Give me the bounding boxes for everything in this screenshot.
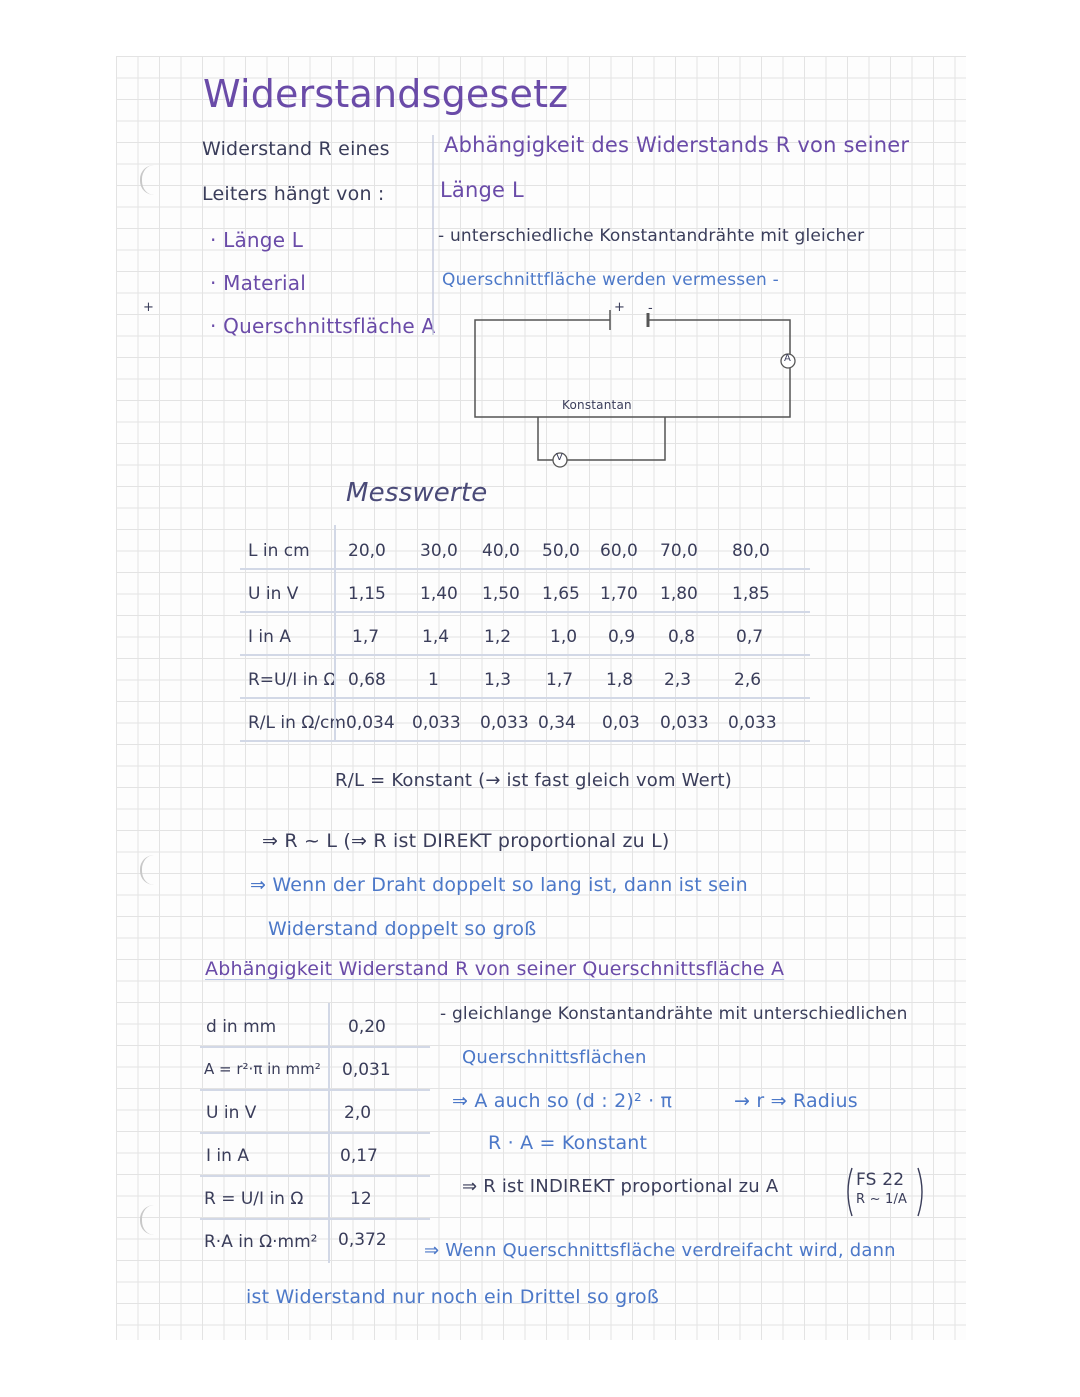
- table-row: [200, 1046, 430, 1091]
- plus-terminal: +: [614, 300, 626, 315]
- cell: 2,6: [734, 670, 762, 690]
- top-margin: [0, 0, 1080, 56]
- cell: 0,8: [668, 627, 696, 647]
- cell: 0,20: [348, 1017, 386, 1037]
- intro-line-2: Leiters hängt von :: [202, 183, 385, 205]
- row-label: R/L in Ω/cm: [248, 713, 346, 733]
- cell: 40,0: [482, 541, 520, 561]
- table-row: [240, 654, 810, 699]
- cell: 0,034: [346, 713, 395, 733]
- table-row: [240, 697, 810, 742]
- cell: 0,033: [412, 713, 461, 733]
- row-label: R=U/I in Ω: [248, 670, 337, 690]
- cell: 30,0: [420, 541, 458, 561]
- cell: 0,372: [338, 1230, 387, 1250]
- row-label: U in V: [248, 584, 299, 604]
- cell: 0,033: [480, 713, 529, 733]
- cell: 1,3: [484, 670, 512, 690]
- conclusion-draht: ⇒ Wenn der Draht doppelt so lang ist, dann ist sein: [250, 874, 748, 896]
- page-title: Widerstandsgesetz: [203, 72, 569, 116]
- cell: 1,7: [352, 627, 380, 647]
- section-divider: [432, 135, 436, 335]
- bullet-text: Länge L: [223, 228, 304, 252]
- bottom-margin: [0, 1340, 1080, 1397]
- flaeche-desc-2: Querschnittsflächen: [462, 1047, 647, 1068]
- row-label: L in cm: [248, 541, 310, 561]
- cell: 0,68: [348, 670, 386, 690]
- cell: 70,0: [660, 541, 698, 561]
- cell: 12: [350, 1189, 372, 1209]
- table-row: [240, 525, 810, 570]
- table-row: [240, 611, 810, 656]
- cell: 0,9: [608, 627, 636, 647]
- cell: 1,85: [732, 584, 770, 604]
- laenge-heading-1: Abhängigkeit des Widerstands R von seiner: [444, 133, 910, 157]
- conclusion-proportional: ⇒ R ~ L (⇒ R ist DIREKT proportional zu L): [262, 830, 670, 852]
- left-margin: [0, 0, 116, 1397]
- plus-label: +: [143, 300, 155, 315]
- flaeche-heading: Abhängigkeit Widerstand R von seiner Querschnittsfläche A: [205, 958, 785, 980]
- bullet-material: · Material: [210, 271, 306, 295]
- conclusion-konstant: R/L = Konstant (→ ist fast gleich vom Wert): [335, 770, 732, 791]
- cell: 0,7: [736, 627, 764, 647]
- table-row: [200, 1132, 430, 1177]
- voltmeter-label: V: [556, 452, 564, 463]
- table-row: [200, 1175, 430, 1220]
- bullet-text: Querschnittsfläche A: [223, 314, 436, 338]
- radius-note: → r ⇒ Radius: [734, 1090, 858, 1112]
- row-label: I in A: [206, 1146, 249, 1166]
- laenge-desc-1: - unterschiedliche Konstantandrähte mit gleicher: [438, 226, 865, 246]
- table-row: [200, 1218, 430, 1261]
- ra-konstant: R · A = Konstant: [488, 1132, 648, 1154]
- flaeche-column-divider: [328, 1003, 332, 1263]
- row-label: R = U/I in Ω: [204, 1189, 304, 1209]
- fs-bracket: [844, 1166, 934, 1218]
- column-divider: [334, 525, 338, 740]
- cell: 1,70: [600, 584, 638, 604]
- cell: 50,0: [542, 541, 580, 561]
- cell: 80,0: [732, 541, 770, 561]
- circuit-diagram: [470, 305, 810, 465]
- cell: 0,34: [538, 713, 576, 733]
- fs-formula: R ~ 1/A: [856, 1192, 908, 1207]
- cell: 2,0: [344, 1103, 372, 1123]
- messwerte-title: Messwerte: [346, 478, 488, 508]
- cell: 1,15: [348, 584, 386, 604]
- cell: 1,50: [482, 584, 520, 604]
- cell: 0,033: [660, 713, 709, 733]
- cell: 1: [428, 670, 439, 690]
- cell: 0,031: [342, 1060, 391, 1080]
- ammeter-label: A: [784, 353, 792, 364]
- cell: 1,40: [420, 584, 458, 604]
- table-row: [240, 568, 810, 613]
- cell: 1,8: [606, 670, 634, 690]
- flaeche-formula: ⇒ A auch so (d : 2)² · π: [452, 1090, 673, 1112]
- punch-hole: [140, 165, 160, 195]
- laenge-heading-2: Länge L: [440, 178, 524, 202]
- flaeche-conclusion-2: ist Widerstand nur noch ein Drittel so groß: [246, 1286, 660, 1308]
- cell: 60,0: [600, 541, 638, 561]
- bullet-querschnitt: · Querschnittsfläche A: [210, 314, 436, 338]
- cell: 0,17: [340, 1146, 378, 1166]
- bullet-laenge: · Länge L: [210, 228, 304, 252]
- table-row: [200, 1089, 430, 1134]
- flaeche-conclusion-1: ⇒ Wenn Querschnittsfläche verdreifacht wird, dann: [424, 1240, 896, 1261]
- cell: 1,0: [550, 627, 578, 647]
- minus-terminal: -: [648, 301, 653, 316]
- bullet-text: Material: [223, 271, 306, 295]
- cell: 2,3: [664, 670, 692, 690]
- cell: 1,7: [546, 670, 574, 690]
- cell: 20,0: [348, 541, 386, 561]
- cell: 1,65: [542, 584, 580, 604]
- cell: 1,80: [660, 584, 698, 604]
- laenge-desc-2: Querschnittfläche werden vermessen -: [442, 270, 779, 290]
- cell: 1,4: [422, 627, 450, 647]
- cell: 1,2: [484, 627, 512, 647]
- indirekt-proportional: ⇒ R ist INDIREKT proportional zu A: [462, 1176, 779, 1197]
- intro-line-1: Widerstand R eines: [202, 138, 390, 160]
- cell: 0,03: [602, 713, 640, 733]
- row-label: d in mm: [206, 1017, 277, 1037]
- row-label: R·A in Ω·mm²: [204, 1232, 318, 1252]
- fs-note: FS 22: [856, 1170, 905, 1190]
- flaeche-desc-1: - gleichlange Konstantandrähte mit unterschiedlichen: [440, 1004, 908, 1024]
- row-label: I in A: [248, 627, 291, 647]
- punch-hole: [140, 1205, 160, 1235]
- row-label: U in V: [206, 1103, 257, 1123]
- row-label: A = r²·π in mm²: [204, 1060, 321, 1078]
- punch-hole: [140, 855, 160, 885]
- conclusion-doppelt: Widerstand doppelt so groß: [268, 918, 537, 940]
- right-margin: [966, 0, 1080, 1397]
- cell: 0,033: [728, 713, 777, 733]
- table-row: [200, 1003, 430, 1048]
- konstantan-label: Konstantan: [562, 398, 632, 412]
